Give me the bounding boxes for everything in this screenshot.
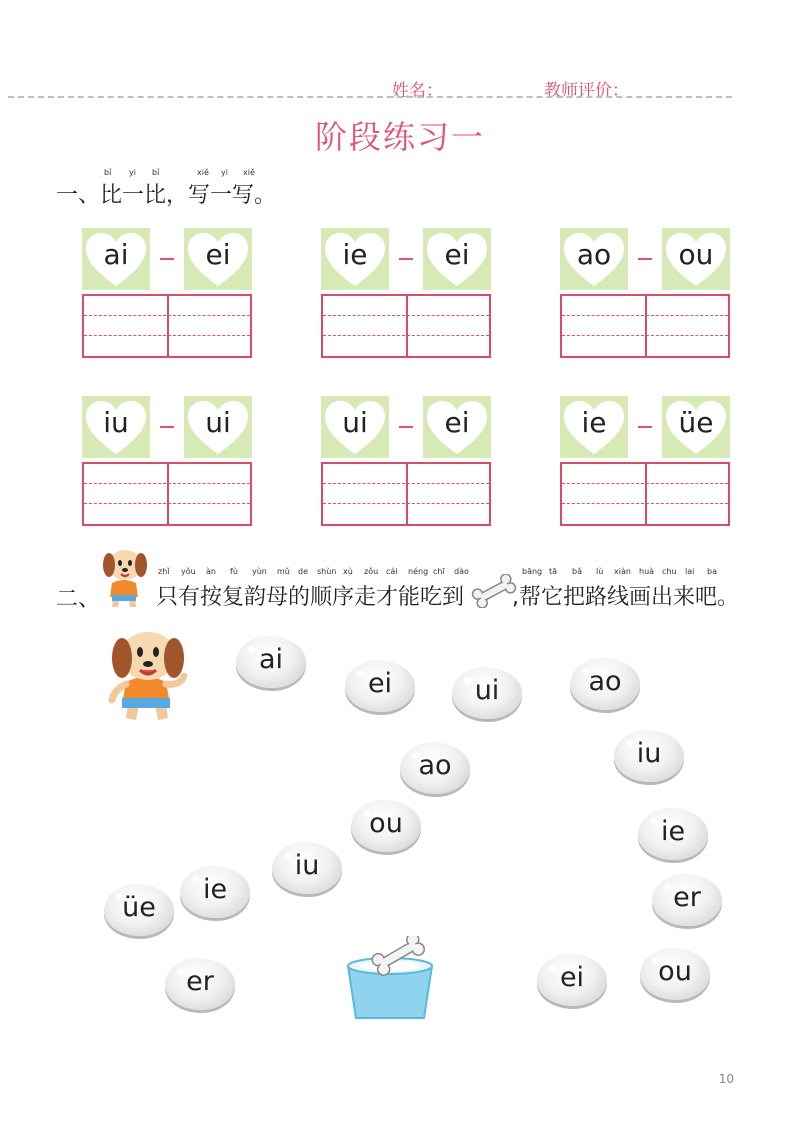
writing-grid[interactable] — [321, 462, 491, 526]
pinyin: dào — [454, 567, 469, 576]
stone[interactable] — [236, 636, 306, 688]
writing-grid[interactable] — [82, 294, 252, 358]
heart-card — [560, 228, 628, 290]
writing-grid[interactable] — [82, 462, 252, 526]
compare-pair — [560, 228, 730, 358]
final-label: ui — [342, 406, 368, 439]
stone[interactable] — [652, 874, 722, 926]
stone[interactable] — [180, 866, 250, 918]
heart-card — [184, 396, 252, 458]
stone-label: ei — [559, 962, 585, 993]
compare-pair — [82, 396, 252, 526]
pair-dash — [160, 258, 174, 260]
pinyin: bǎ — [572, 567, 582, 576]
section-two-text-b: ,帮它把路线画出来吧。 — [512, 585, 739, 610]
final-label: ui — [205, 406, 231, 439]
stone-label: er — [673, 882, 701, 913]
pinyin: cái — [386, 567, 398, 576]
heart-card — [423, 396, 491, 458]
pair-dash — [399, 258, 413, 260]
stone-label: ao — [588, 666, 622, 697]
compare-pair — [321, 228, 491, 358]
heart-card — [184, 228, 252, 290]
heart-card — [82, 228, 150, 290]
stone-label: ie — [660, 816, 686, 847]
final-label: ao — [576, 238, 612, 271]
final-label: ou — [678, 238, 714, 271]
pinyin: fù — [230, 567, 238, 576]
final-label: üe — [678, 406, 714, 439]
pinyin: zǒu — [364, 567, 379, 576]
pinyin: bǐ — [104, 168, 112, 177]
pinyin: bāng — [522, 567, 543, 576]
pinyin: de — [298, 567, 308, 576]
heart-card — [82, 396, 150, 458]
stone[interactable] — [400, 742, 470, 794]
section-one-title: 一、比一比，写一写。 — [56, 183, 277, 208]
pinyin: yùn — [252, 567, 267, 576]
pinyin: lai — [685, 567, 695, 576]
heart-card — [560, 396, 628, 458]
writing-grid[interactable] — [560, 294, 730, 358]
stone[interactable] — [104, 884, 174, 936]
final-label: ie — [342, 238, 368, 271]
stone[interactable] — [452, 667, 522, 719]
section-two-text-a: 只有按复韵母的顺序走才能吃到 — [156, 585, 465, 610]
stone[interactable] — [570, 658, 640, 710]
pinyin: yi — [129, 168, 136, 177]
puppy-icon — [100, 624, 196, 724]
stone-label: ao — [418, 750, 452, 781]
pinyin: zhǐ — [158, 567, 170, 576]
pinyin: tā — [549, 567, 558, 576]
final-label: ei — [205, 238, 231, 271]
pair-dash — [638, 426, 652, 428]
final-label: iu — [103, 406, 129, 439]
pinyin: lù — [596, 567, 604, 576]
pinyin: xiě — [197, 168, 209, 177]
writing-grid[interactable] — [560, 462, 730, 526]
pinyin: mǔ — [277, 567, 290, 576]
stone-label: ie — [202, 874, 228, 905]
stone-label: ou — [658, 956, 692, 987]
heart-card — [321, 228, 389, 290]
pinyin: xiě — [243, 168, 255, 177]
pinyin: ba — [707, 567, 717, 576]
pinyin: xiàn — [614, 567, 631, 576]
pinyin: shùn — [317, 567, 337, 576]
dog-bowl-icon — [340, 936, 440, 1024]
pinyin: àn — [206, 567, 216, 576]
stone-label: üe — [122, 892, 156, 923]
pinyin: néng — [408, 567, 429, 576]
bone-icon — [470, 574, 518, 608]
stone[interactable] — [614, 730, 684, 782]
stone-label: iu — [294, 850, 320, 881]
compare-pair — [560, 396, 730, 526]
stone[interactable] — [638, 808, 708, 860]
compare-pair — [82, 228, 252, 358]
stone[interactable] — [351, 800, 421, 852]
heart-card — [321, 396, 389, 458]
name-label: 姓名： — [392, 81, 443, 101]
header-divider — [8, 96, 732, 98]
final-label: ei — [444, 406, 470, 439]
stone-label: ai — [258, 644, 284, 675]
stone-label: ei — [367, 668, 393, 699]
stone[interactable] — [640, 948, 710, 1000]
teacher-evaluation-label: 教师评价： — [544, 81, 629, 101]
final-label: ei — [444, 238, 470, 271]
final-label: ie — [581, 406, 607, 439]
stone[interactable] — [345, 660, 415, 712]
stone-label: ou — [369, 808, 403, 839]
stone[interactable] — [272, 842, 342, 894]
pinyin: yǒu — [181, 567, 196, 576]
page-title: 阶段练习一 — [314, 118, 485, 156]
stone-label: er — [186, 966, 214, 997]
pinyin: xù — [343, 567, 353, 576]
pair-dash — [638, 258, 652, 260]
stone-label: iu — [636, 738, 662, 769]
page-number: 10 — [718, 1072, 734, 1086]
puppy-small-icon — [96, 545, 154, 613]
heart-card — [662, 228, 730, 290]
stone[interactable] — [165, 958, 235, 1010]
pinyin: bǐ — [152, 168, 160, 177]
pair-dash — [160, 426, 174, 428]
writing-grid[interactable] — [321, 294, 491, 358]
compare-pair — [321, 396, 491, 526]
stone[interactable] — [537, 954, 607, 1006]
pinyin: yi — [221, 168, 228, 177]
heart-card — [423, 228, 491, 290]
pair-dash — [399, 426, 413, 428]
final-label: ai — [103, 238, 129, 271]
pinyin: chī — [433, 567, 445, 576]
heart-card — [662, 396, 730, 458]
stone-label: ui — [474, 675, 500, 706]
pinyin: chu — [662, 567, 677, 576]
pinyin: huà — [639, 567, 655, 576]
section-two-number: 二、 — [56, 587, 101, 612]
